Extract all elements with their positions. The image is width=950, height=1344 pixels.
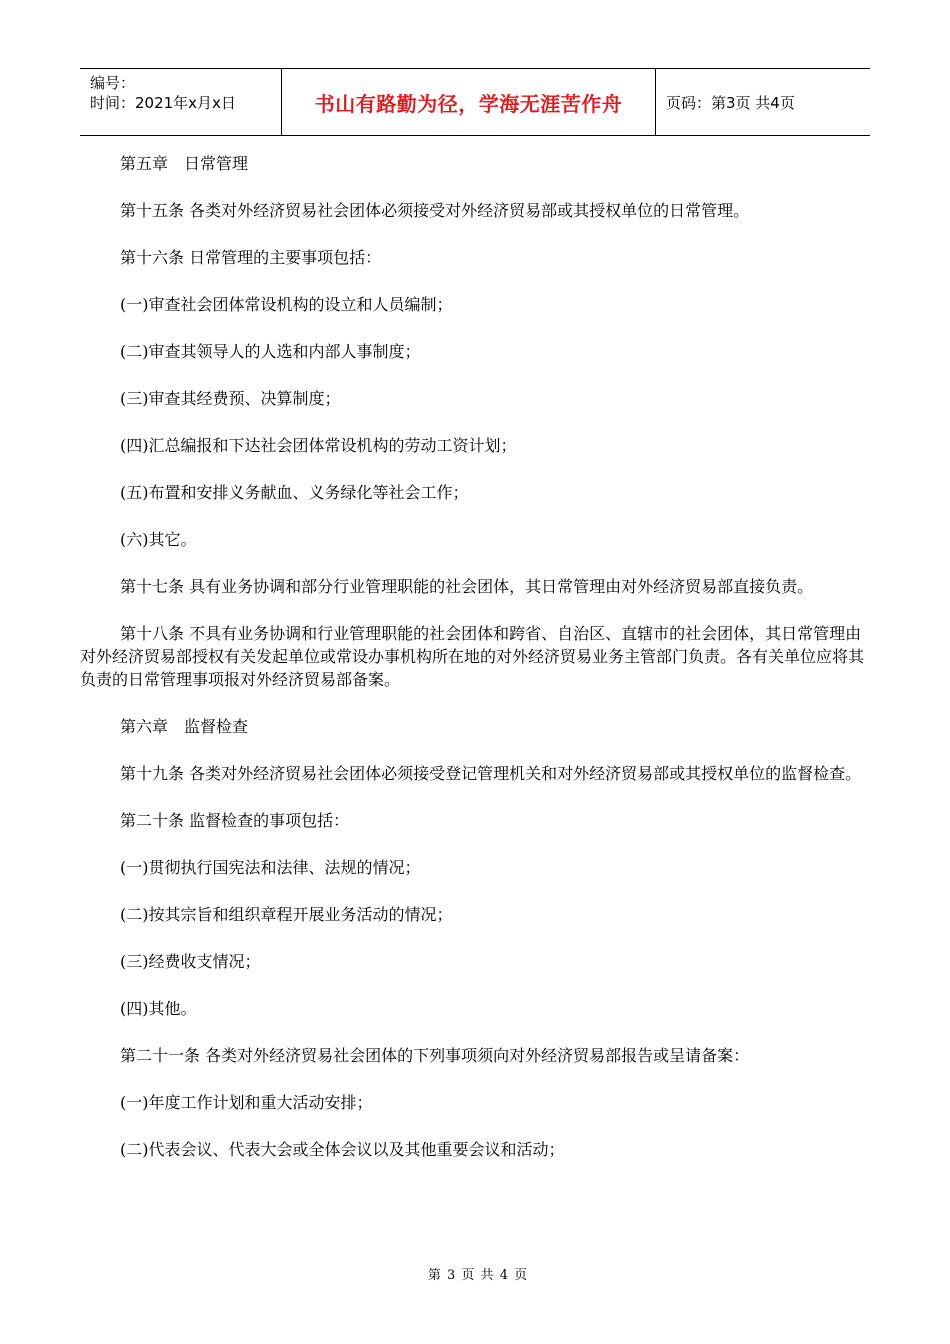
header-meta — [80, 69, 282, 135]
list-item: (二)审查其领导人的人选和内部人事制度； — [120, 342, 421, 361]
list-item: (五)布置和安排义务献血、义务绿化等社会工作； — [120, 483, 469, 502]
list-item: (三)经费收支情况； — [120, 952, 261, 971]
list-item: (四)其他。 — [120, 999, 197, 1018]
list-item: (四)汇总编报和下达社会团体常设机构的劳动工资计划； — [120, 436, 517, 455]
page-footer: 第 3 页 共 4 页 — [427, 1268, 529, 1283]
list-item: (二)代表会议、代表大会或全体会议以及其他重要会议和活动； — [120, 1140, 565, 1159]
article-paragraph: 第十七条 具有业务协调和部分行业管理职能的社会团体，其日常管理由对外经济贸易部直接负责。 — [120, 577, 814, 596]
article-paragraph: 第十九条 各类对外经济贸易社会团体必须接受登记管理机关和对外经济贸易部或其授权单位的监督检查。 — [120, 764, 862, 783]
list-item: (一)年度工作计划和重大活动安排； — [120, 1093, 373, 1112]
list-item: (一)贯彻执行国宪法和法律、法规的情况； — [120, 858, 421, 877]
list-item: (三)审查其经费预、决算制度； — [120, 389, 341, 408]
article-paragraph: 第二十条 监督检查的事项包括： — [120, 811, 350, 830]
list-item: (二)按其宗旨和组织章程开展业务活动的情况； — [120, 905, 453, 924]
list-item: (一)审查社会团体常设机构的设立和人员编制； — [120, 295, 453, 314]
chapter-heading: 第五章 日常管理 — [120, 154, 249, 173]
list-item: (六)其它。 — [120, 530, 197, 549]
document-number-label: 编号： — [90, 74, 136, 92]
article-paragraph: 第二十一条 各类对外经济贸易社会团体的下列事项须向对外经济贸易部报告或呈请备案： — [120, 1046, 750, 1065]
article-paragraph: 第十五条 各类对外经济贸易社会团体必须接受对外经济贸易部或其授权单位的日常管理。 — [120, 201, 750, 220]
document-date: 时间：2021年x月x日 — [90, 94, 236, 112]
article-paragraph: 第十六条 日常管理的主要事项包括： — [120, 248, 382, 267]
document-body — [80, 152, 872, 1185]
chapter-heading: 第六章 监督检查 — [120, 717, 249, 736]
page-header — [80, 68, 870, 136]
article-paragraph: 第十八条 不具有业务协调和行业管理职能的社会团体和跨省、自治区、直辖市的社会团体，其日常管理由对外经济贸易部授权有关发起单位或常设办事机构所在地的对外经济贸易业务主管部门负责。各有关单位应将其负责的日常管理事项报对外经济贸易部备案。 — [80, 624, 865, 689]
header-motto: 书山有路勤为径，学海无涯苦作舟 — [282, 69, 656, 135]
header-page-info: 页码：第3页 共4页 — [666, 93, 795, 112]
